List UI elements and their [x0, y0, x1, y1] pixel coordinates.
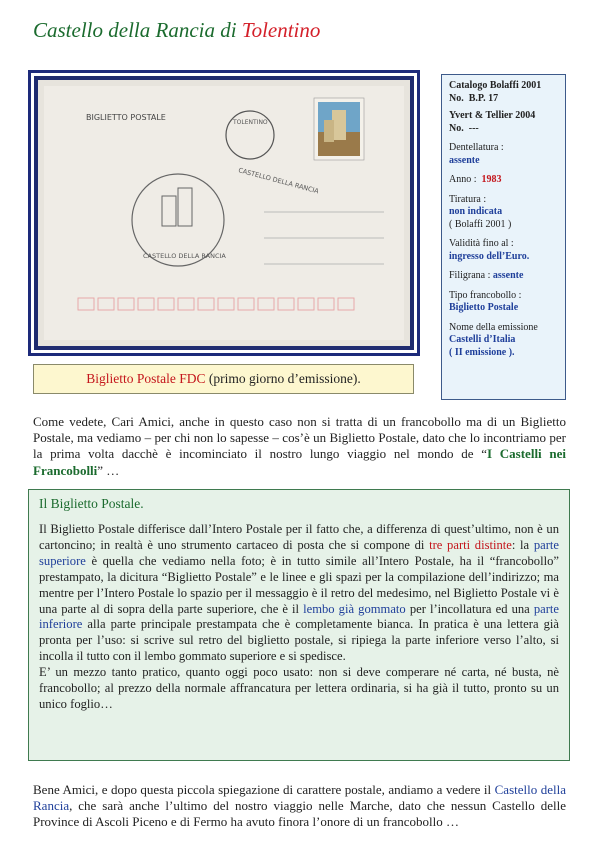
title-city: Tolentino [241, 18, 321, 42]
page-title [33, 18, 320, 43]
card-label: BIGLIETTO POSTALE [86, 113, 166, 122]
tipo-francobollo: Tipo francobollo : Biglietto Postale [449, 289, 522, 313]
stamp-photo [28, 70, 420, 356]
outro-paragraph: Bene Amici, e dopo questa piccola spiegazione di carattere postale, andiamo a vedere il Castello della Rancia, che sarà anche l’ultimo del nostro viaggio nelle Marche, dato che nessun Castello delle Province di Ascoli Piceno e di Fermo ha avuto finora l’onore di un francobollo … [33, 782, 566, 830]
filigrana: Filigrana : assente [449, 270, 524, 281]
dentellatura: Dentellatura : assente [449, 142, 504, 166]
photo-caption [33, 364, 414, 394]
postal-card-image [38, 80, 410, 346]
validita: Validità fino al : ingresso dell’Euro. [449, 238, 530, 262]
biglietto-postale-box [28, 489, 570, 761]
postmark-text: TOLENTINO [233, 119, 268, 126]
box-heading: Il Biglietto Postale. [39, 496, 144, 511]
intro-paragraph: Come vedete, Cari Amici, anche in questo caso non si tratta di un francobollo ma di un Biglietto Postale, ma vediamo – per chi non lo sapesse – cos’è un Biglietto Postale, dato che lo incontriamo per la prima volta dacchè è incominciato il nostro lungo viaggio nel mondo de “I Castelli nei Francobolli” … [33, 414, 566, 478]
caption-rest: (primo giorno d’emissione). [205, 371, 361, 386]
caption-title: Biglietto Postale FDC [86, 371, 206, 386]
box-body: Il Biglietto Postale differisce dall’Intero Postale per il fatto che, a differenza di quest’ultimo, non è un cartoncino; in realtà è uno strumento cartaceo di posta che si compone di tre parti distinte: la parte superiore è quella che vediamo nella foto; è in tutto simile all’Intero Postale, ha il “francobollo” prestampato, la dicitura “Biglietto Postale” e le linee e gli spazi per la compilazione dell’indirizzo; ma mentre per l’Intero Postale lo spazio per il messaggio è il retro del medesimo, nel Biglietto Postale vi è una parte al di sopra della parte superiore, che è il lembo già gommato per l’incollatura ed una parte inferiore alla parte principale prestampata che è completamente bianca. In pratica è una lettera già pronta per l’uso: si scrive sul retro del biglietto postale, si ripiega la parte inferiore verso l’alto, si incolla il tutto con il lembo gommato superiore e si spedisce. E’ un mezzo tanto pratico, quanto oggi poco usato: non si deve comperare né carta, né busta, nè francobollo; al prezzo della normale affrancatura per lettera ordinaria, si ha già il tutto, pronto su un unico foglio… [39, 522, 560, 711]
tiratura: Tiratura : non indicata ( Bolaffi 2001 ) [449, 193, 512, 230]
title-main: Castello della Rancia di [33, 18, 237, 42]
nome-emissione: Nome della emissione Castelli d’Italia ( II emissione ). [449, 321, 538, 358]
catalogo-bolaffi: Catalogo Bolaffi 2001 No. B.P. 17 Yvert & Tellier 2004 No. --- [449, 80, 542, 134]
anno: Anno : 1983 [449, 174, 502, 185]
info-panel [441, 74, 566, 400]
cachet-text: CASTELLO DELLA RANCIA [143, 252, 226, 260]
postmark-cachet-text: CASTELLO DELLA RANCIA [237, 166, 320, 196]
